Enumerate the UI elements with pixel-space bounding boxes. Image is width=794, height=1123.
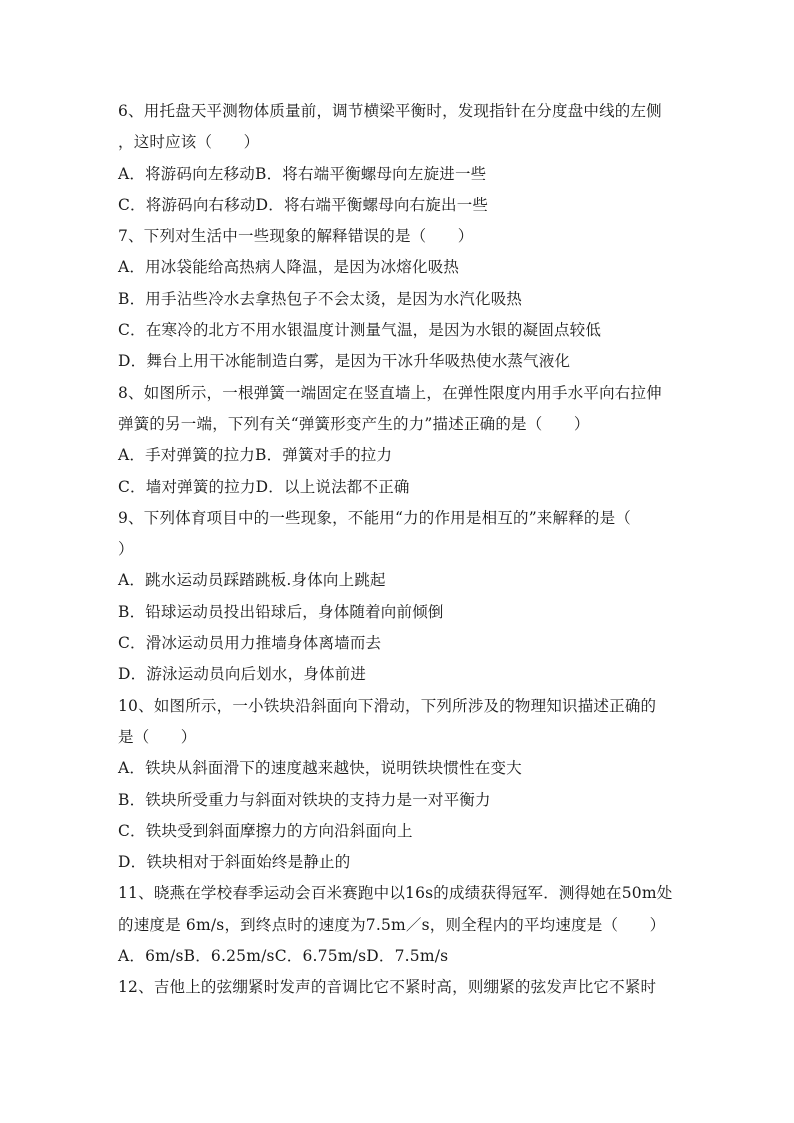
question-text-block <box>118 96 678 1004</box>
text-line: 弹簧的另一端，下列有关“弹簧形变产生的力”描述正确的是（ ） <box>118 414 590 433</box>
text-line: 9、下列体育项目中的一些现象，不能用“力的作用是相互的”来解释的是（ <box>118 508 632 527</box>
text-line: C．滑冰运动员用力推墙身体离墙而去 <box>118 634 382 653</box>
text-line: B．用手沾些冷水去拿热包子不会太烫，是因为水汽化吸热 <box>118 289 523 308</box>
text-line: ） <box>118 540 134 559</box>
text-line: D．舞台上用干冰能制造白雾，是因为干冰升华吸热使水蒸气液化 <box>118 352 571 371</box>
text-line: ，这时应该（ ） <box>118 133 260 152</box>
text-line: D．铁块相对于斜面始终是静止的 <box>118 853 351 872</box>
text-line: A．将游码向左移动B．将右端平衡螺母向左旋进一些 <box>118 164 487 183</box>
text-line: A．用冰袋能给高热病人降温，是因为冰熔化吸热 <box>118 258 460 277</box>
text-line: 的速度是 6m/s，到终点时的速度为7.5m／s，则全程内的平均速度是（ ） <box>118 915 666 934</box>
text-line: A．手对弹簧的拉力B．弹簧对手的拉力 <box>118 446 393 465</box>
text-line: 8、如图所示，一根弹簧一端固定在竖直墙上，在弹性限度内用手水平向右拉伸 <box>118 383 662 402</box>
text-line: A．铁块从斜面滑下的速度越来越快，说明铁块惯性在变大 <box>118 759 522 778</box>
text-line: A．跳水运动员踩踏跳板.身体向上跳起 <box>118 571 386 590</box>
text-line: C．墙对弹簧的拉力D．以上说法都不正确 <box>118 477 410 496</box>
text-line: 是（ ） <box>118 727 197 746</box>
text-line: 10、如图所示，一小铁块沿斜面向下滑动，下列所涉及的物理知识描述正确的 <box>118 696 657 715</box>
text-line: 7、下列对生活中一些现象的解释错误的是（ ） <box>118 227 474 246</box>
text-line: C．铁块受到斜面摩擦力的方向沿斜面向上 <box>118 821 413 840</box>
text-line: 11、晓燕在学校春季运动会百米赛跑中以16s的成绩获得冠军．测得她在50m处 <box>118 884 673 903</box>
text-line: B．铁块所受重力与斜面对铁块的支持力是一对平衡力 <box>118 790 491 809</box>
text-line: C．在寒冷的北方不用水银温度计测量气温，是因为水银的凝固点较低 <box>118 321 602 340</box>
text-line: C．将游码向右移动D．将右端平衡螺母向右旋出一些 <box>118 195 489 214</box>
text-line: A．6m/sB．6.25m/sC．6.75m/sD．7.5m/s <box>118 947 449 966</box>
text-line: 12、吉他上的弦绷紧时发声的音调比它不紧时高，则绷紧的弦发声比它不紧时 <box>118 978 657 997</box>
text-line: D．游泳运动员向后划水，身体前进 <box>118 665 367 684</box>
text-line: B．铅球运动员投出铅球后，身体随着向前倾倒 <box>118 602 444 621</box>
text-line: 6、用托盘天平测物体质量前，调节横梁平衡时，发现指针在分度盘中线的左侧 <box>118 102 662 120</box>
